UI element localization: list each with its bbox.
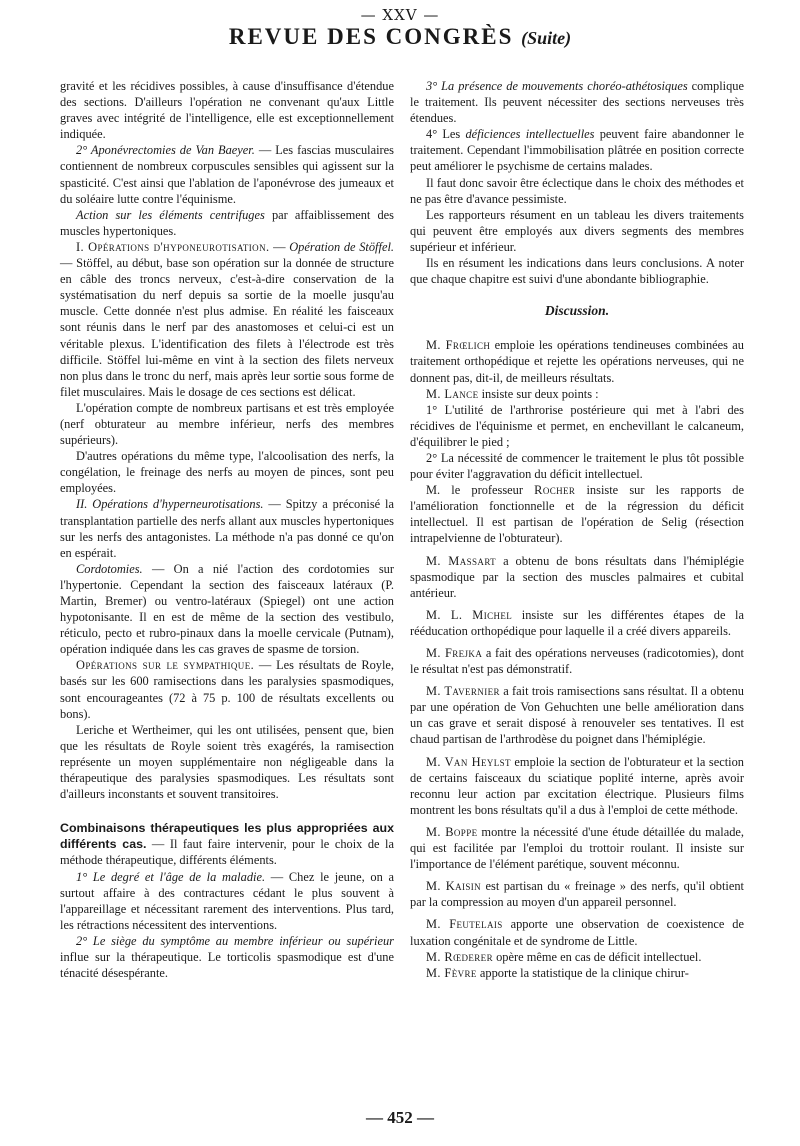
paragraph xyxy=(60,142,394,206)
inline-label: déficiences intellectuelles xyxy=(465,127,595,142)
paragraph-text: peuvent faire abandonner le traitement. Cependant l'immobilisation plâtrée en position correcte peut améliorer le psychisme de certains malades. xyxy=(410,127,744,174)
discussion-item xyxy=(410,824,744,872)
discussion-item xyxy=(410,754,744,818)
paragraph-text: — Les fascias musculaires contiennent de nombreux corpuscules sensibles qui agissent sur la spasticité. C'est ainsi que l'ablation de l'aponévrose des jumeaux et du soléaire lutte contre l'équinisme. xyxy=(60,143,394,206)
inline-label: Action sur les éléments centrifuges xyxy=(76,207,265,222)
paragraph-text: par affaiblissement des muscles hypertoniques. xyxy=(60,207,394,238)
paragraph xyxy=(410,126,744,174)
paragraph-text: emploie les opérations tendineuses combinées au traitement orthopédique et rejette les opérations nerveuses, qui ne donnent pas, dit-il, de meilleurs résultats. xyxy=(410,338,744,385)
discussion-item xyxy=(410,965,744,981)
paragraph-text: insiste sur les différentes étapes de la rééducation orthopédique pour laquelle il a créé divers appareils. xyxy=(410,607,744,638)
discussion-item xyxy=(410,386,744,402)
discussion-item xyxy=(410,949,744,965)
paragraph xyxy=(60,207,394,239)
paragraph: L'opération compte de nombreux partisans et est très employée (nerf obturateur au membre inférieur, nerfs des membres supérieurs). xyxy=(60,400,394,448)
speaker-name: Rocher xyxy=(534,483,576,498)
discussion-item xyxy=(410,683,744,747)
paragraph-text: apporte une observation de coexistence de luxation congénitale et de syndrome de Little. xyxy=(410,917,744,948)
discussion-item: 1° L'utilité de l'arthrorise postérieure qui met à l'abri des récidives de l'équinisme et permet, en enchevillant le calcaneum, d'équilibrer le pied ; xyxy=(410,402,744,449)
section-heading: Opérations sur le sympathique. xyxy=(76,658,255,673)
dash: — xyxy=(269,239,290,254)
spacer xyxy=(60,802,394,820)
paragraph xyxy=(60,820,394,868)
discussion-item xyxy=(410,482,744,546)
speaker-name: M. Kaisin xyxy=(426,879,482,894)
title-suite: (Suite) xyxy=(521,28,572,48)
paragraph-text: opère même en cas de déficit intellectuel. xyxy=(492,949,702,964)
speaker-name: M. Fèvre xyxy=(426,965,477,980)
paragraph-text: a obtenu de bons résultats dans l'hémiplégie spasmodique par la section des muscles palmaires et cubital antérieur. xyxy=(410,553,744,600)
roman-page-number: — XXV — xyxy=(360,6,440,24)
paragraph-text: est partisan du « freinage » des nerfs, qu'il obtient par la compression au moyen d'un appareil personnel. xyxy=(410,879,744,910)
running-title xyxy=(0,24,800,50)
paragraph-text: — Spitzy a préconisé la transplantation partielle des nerfs allant aux muscles hypertoniques sur les nerfs des antagonistes. La méthode n'a pas donné ce qu'on en espérait. xyxy=(60,497,394,560)
paragraph-text: emploie la section de l'obturateur et la section de certains faisceaux du sciatique poplité interne, après avoir reconnu leur action par excitation électrique. Plusieurs films montrent les bons résultats qu'il a dus à l'emploi de cette méthode. xyxy=(410,754,744,817)
speaker-name: M. Feutelais xyxy=(426,917,503,932)
right-column xyxy=(410,78,744,981)
paragraph-text: insiste sur les rapports de l'amélioration fonctionnelle et de la régression du déficit intellectuel. Il est partisan de l'opération de Selig (résection intrapelvienne de l'obturateur). xyxy=(410,483,744,546)
inline-label: 2° Le siège du symptôme au membre inférieur ou supérieur xyxy=(76,933,394,948)
discussion-item xyxy=(410,553,744,601)
inline-label: Opération de Stöffel. xyxy=(289,239,394,254)
paragraph-text: insiste sur deux points : xyxy=(478,386,599,401)
speaker-name: M. Massart xyxy=(426,553,497,568)
inline-label: 2° Aponévrectomies de Van Baeyer. xyxy=(76,143,255,158)
paragraph-text: 4° Les xyxy=(426,127,466,142)
paragraph xyxy=(60,496,394,560)
paragraph-text: M. le professeur xyxy=(426,483,535,498)
speaker-name: M. Rœderer xyxy=(426,949,493,964)
paragraph: Leriche et Wertheimer, qui les ont utilisées, pensent que, bien que les résultats de Royle soient très exagérés, la ramisection représente un moyen supplémentaire non négligeable dans la thérapeutique des paralysies spasmodiques. Les résultats sont d'ailleurs inconstants et souvent transitoires. xyxy=(60,722,394,802)
paragraph-text: complique le traitement. Ils peuvent nécessiter des sections nerveuses très étendues. xyxy=(410,79,744,126)
speaker-name: M. Frœlich xyxy=(426,338,491,353)
paragraph xyxy=(60,657,394,721)
speaker-name: M. Frejka xyxy=(426,646,483,660)
paragraph-text: montre la nécessité d'une étude détaillée du malade, qui est facilitée par l'emploi du trottoir roulant. Il insiste sur l'importance de l'élément parétique, souvent méconnu. xyxy=(410,824,745,872)
left-column xyxy=(60,78,394,981)
paragraph-text: — Stöffel, au début, base son opération sur la donnée de structure en câble des troncs nerveux, c'est-à-dire conservation de la systématisation du nerf depuis sa sortie de la moelle jusqu'au muscle. Cette donnée n'est plus admise. En réalité les faisceaux sont réunis dans le nerf par des anastomoses et celui-ci est un véritable plexus. L'identification des filets à l'électrode est très difficile. Stöffel lui-même en vint à la section des filets nerveux non plus dans le tronc du nerf, mais après leur sortie sous forme de filet musculaires. Mais le dosage de ces sections est délicat. xyxy=(60,256,394,399)
paragraph xyxy=(60,933,394,981)
speaker-name: M. L. Michel xyxy=(426,607,513,622)
speaker-name: M. Boppe xyxy=(426,824,478,839)
speaker-name: M. Tavernier xyxy=(426,684,500,699)
paragraph-text: — Les résultats de Royle, basés sur les 600 ramisections dans les paralysies spasmodiques, sont encourageantes (72 à 75 p. 100 de résultats excellents ou bons). xyxy=(60,658,395,721)
paragraph: Il faut donc savoir être éclectique dans le choix des méthodes et ne pas être d'avance pessimiste. xyxy=(410,175,744,206)
paragraph xyxy=(60,239,394,400)
discussion-item xyxy=(410,337,744,385)
section-heading: Combinaisons thérapeutiques les plus appropriées aux différents cas. xyxy=(60,821,394,852)
inline-label: 3° La présence de mouvements choréo-athétosiques xyxy=(426,79,688,93)
paragraph: Ils en résument les indications dans leurs conclusions. A noter que chaque chapitre est suivi d'une abondante bibliographie. xyxy=(410,256,744,287)
title-text: REVUE DES CONGRÈS xyxy=(228,24,514,49)
paragraph-text: — Chez le jeune, on a surtout affaire à des contractures cédant le plus souvent à l'appareillage et nécessitant rarement des interventions. Plus tard, les rétractions nécessitent des interventions. xyxy=(60,869,394,932)
page-number: — 452 — xyxy=(366,1108,434,1127)
discussion-item xyxy=(410,607,744,639)
paragraph: gravité et les récidives possibles, à cause d'insuffisance d'étendue des sections. D'ailleurs l'opération ne convenant qu'aux Little graves avec intégrité de l'intelligence, elle est exceptionnellement indiquée. xyxy=(60,79,394,142)
inline-label: Cordotomies. xyxy=(76,561,143,576)
discussion-item xyxy=(410,878,744,910)
speaker-name: M. Lance xyxy=(426,386,479,401)
discussion-item xyxy=(410,916,744,948)
discussion-item: 2° La nécessité de commencer le traitement le plus tôt possible pour éviter l'aggravation du déficit intellectuel. xyxy=(410,450,744,482)
paragraph xyxy=(410,78,744,126)
section-heading: I. Opérations d'hyponeurotisation. xyxy=(76,239,270,254)
paragraph: D'autres opérations du même type, l'alcoolisation des nerfs, la congélation, le freinage des nerfs au moyen de pinces, sont peu employées. xyxy=(60,449,394,496)
inline-label: 1° Le degré et l'âge de la maladie. xyxy=(76,869,266,884)
paragraph: Les rapporteurs résument en un tableau les divers traitements qui peuvent être employés aux divers segments des membres supérieur et inférieur. xyxy=(410,207,744,254)
paragraph-text: — Il faut faire intervenir, pour le choix de la méthode thérapeutique, différents éléments. xyxy=(60,837,394,868)
discussion-item xyxy=(410,645,744,677)
paragraph-text: influe sur la thérapeutique. Le torticolis spasmodique est d'une ténacité désespérante. xyxy=(60,949,394,981)
paragraph xyxy=(60,869,394,933)
discussion-heading: Discussion. xyxy=(544,303,610,319)
paragraph-text: apporte la statistique de la clinique chirur- xyxy=(476,965,689,980)
speaker-name: M. Van Heylst xyxy=(426,754,511,769)
paragraph-text: — On a nié l'action des cordotomies sur l'hypertonie. Cependant la section des faisceaux latéraux (P. Martin, Bremer) ou ventro-latéraux (Spiegel) ont une action hypotonisante. Il en est de même de la section des vestibulo, réticulo, pecto et rubro-pinaux dans la moelle cervicale (Putnam), opération indiquée dans les cas graves de spasme de torsion. xyxy=(60,561,394,657)
paragraph-text: a fait des opérations nerveuses (radicotomies), dont le résultat n'est pas démonstratif. xyxy=(410,646,744,677)
inline-label: II. Opérations d'hyperneurotisations. xyxy=(76,497,264,512)
paragraph xyxy=(60,561,394,658)
paragraph-text: a fait trois ramisections sans résultat. Il a obtenu par une opération de Von Gehuchten une belle amélioration dans un cas grave et serait disposé à renouveler ses tentatives. Il est chaud partisan de l'arthrodèse du poignet dans l'hémiplégie. xyxy=(410,684,744,747)
